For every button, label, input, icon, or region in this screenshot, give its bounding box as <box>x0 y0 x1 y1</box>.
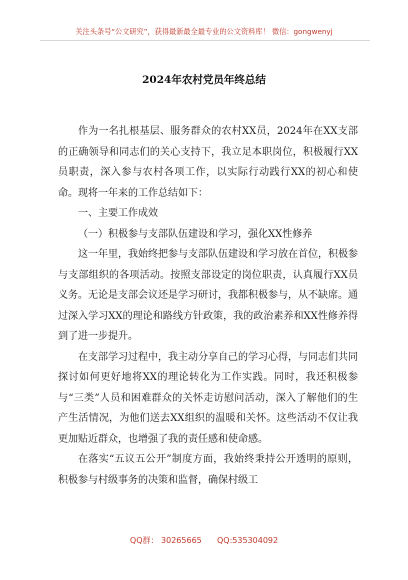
document-title: 2024年农村党员年终总结 <box>142 74 266 86</box>
header-watermark-note: 关注头条号“公文研究”，获得最新最全最专业的公文资料库！ 微信：gongwenyj <box>75 27 333 36</box>
section-heading: 一、主要工作成效 <box>78 208 158 219</box>
body-paragraph: 在支部学习过程中，我主动分享自己的学习心得，与同志们共同探讨如何更好地将XX的理论转化为工作实践。同时，我还积极参与“三类”人员和困难群众的关怀走访慰问活动，深入了解他们的生产生活情况，为他们送去XX组织的温暖和关怀。这些活动不仅让我更加贴近群众，也增强了我的责任感和使命感。 <box>58 351 358 445</box>
header-divider <box>40 40 370 41</box>
document-body <box>58 122 358 491</box>
subsection-heading: （一）积极参与支部队伍建设和学习，强化XX性修养 <box>78 228 313 240</box>
body-paragraph: 这一年里，我始终把参与支部队伍建设和学习放在首位，积极参与支部组织的各项活动。按照支部设定的岗位职责，认真履行XX员义务。无论是支部会议还是学习研讨，我都积极参与，从不缺席。通过深入学习XX的理论和路线方针政策，我的政治素养和XX性修养得到了进一步提升。 <box>58 249 358 342</box>
body-paragraph: 在落实“五议五公开”制度方面，我始终秉持公开透明的原则，积极参与村级事务的决策和监督，确保村级工 <box>58 454 358 486</box>
intro-paragraph: 作为一名扎根基层、服务群众的农村XX员，2024年在XX支部的正确领导和同志们的关心支持下，我立足本职岗位，积极履行XX员职责，深入参与农村各项工作，以实际行动践行XX的初心和使命。现将一年来的工作总结如下： <box>58 126 358 199</box>
footer-contact: QQ群： 30265665 QQ:535304092 <box>129 536 279 545</box>
